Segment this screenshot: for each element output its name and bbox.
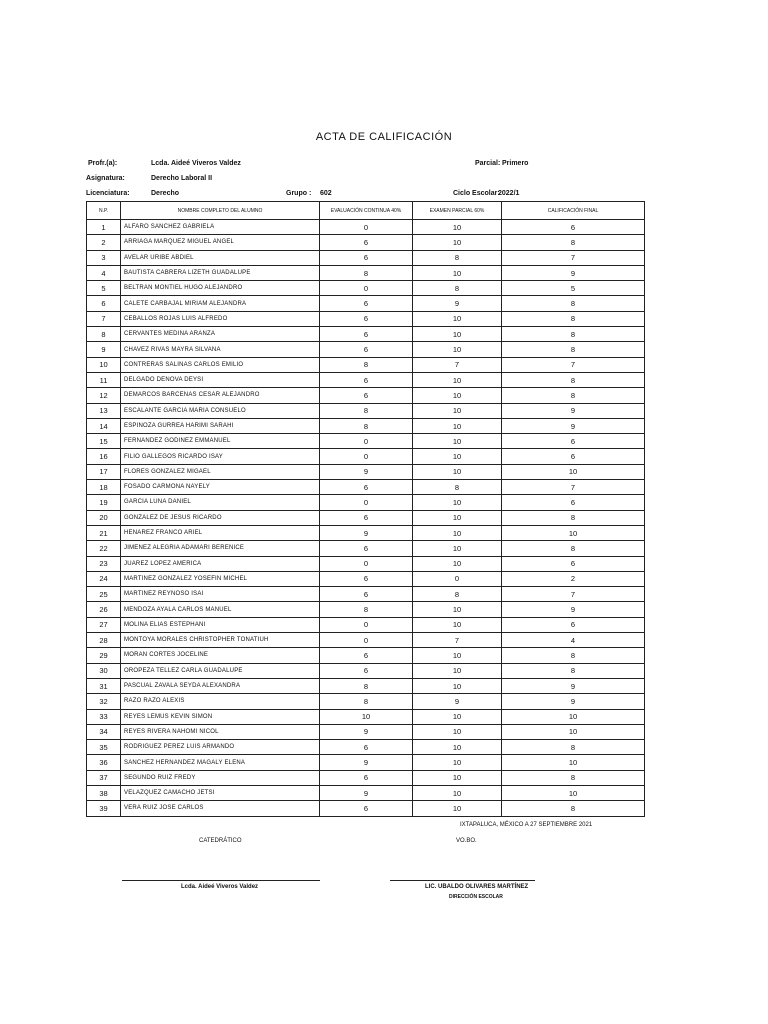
row-number: 15 bbox=[87, 434, 121, 449]
teacher-signature-name: Lcda. Aideé Viveros Valdez bbox=[181, 884, 259, 890]
row-number: 32 bbox=[87, 694, 121, 709]
partial-exam-score: 10 bbox=[413, 785, 502, 800]
student-name: AVELAR URIBE ABDIEL bbox=[121, 250, 320, 265]
row-number: 11 bbox=[87, 372, 121, 387]
partial-exam-score: 10 bbox=[413, 617, 502, 632]
ciclo-value: 2022/1 bbox=[498, 190, 520, 197]
table-row bbox=[87, 296, 645, 311]
final-grade: 8 bbox=[502, 663, 645, 678]
partial-exam-score: 10 bbox=[413, 541, 502, 556]
partial-exam-score: 10 bbox=[413, 678, 502, 693]
table-row bbox=[87, 801, 645, 816]
table-row bbox=[87, 694, 645, 709]
final-grade: 9 bbox=[502, 602, 645, 617]
table-row bbox=[87, 755, 645, 770]
row-number: 4 bbox=[87, 265, 121, 280]
final-grade: 2 bbox=[502, 571, 645, 586]
final-grade: 9 bbox=[502, 265, 645, 280]
row-number: 10 bbox=[87, 357, 121, 372]
table-row bbox=[87, 342, 645, 357]
continuous-eval-score: 6 bbox=[320, 740, 413, 755]
partial-exam-score: 10 bbox=[413, 740, 502, 755]
student-name: PASCUAL ZAVALA SEYDA ALEXANDRA bbox=[121, 678, 320, 693]
continuous-eval-score: 8 bbox=[320, 403, 413, 418]
student-name: CALETE CARBAJAL MIRIAM ALEJANDRA bbox=[121, 296, 320, 311]
continuous-eval-score: 8 bbox=[320, 678, 413, 693]
table-row bbox=[87, 633, 645, 648]
final-grade: 6 bbox=[502, 617, 645, 632]
continuous-eval-score: 6 bbox=[320, 296, 413, 311]
row-number: 38 bbox=[87, 785, 121, 800]
prof-label: Profr.(a): bbox=[88, 160, 118, 167]
row-number: 23 bbox=[87, 556, 121, 571]
final-grade: 8 bbox=[502, 372, 645, 387]
continuous-eval-score: 9 bbox=[320, 525, 413, 540]
student-name: MONTOYA MORALES CHRISTOPHER TONATIUH bbox=[121, 633, 320, 648]
final-grade: 7 bbox=[502, 480, 645, 495]
director-name: LIC. UBALDO OLIVARES MARTÍNEZ bbox=[425, 884, 529, 890]
table-row bbox=[87, 678, 645, 693]
continuous-eval-score: 0 bbox=[320, 281, 413, 296]
student-name: SANCHEZ HERNANDEZ MAGALY ELENA bbox=[121, 755, 320, 770]
continuous-eval-score: 0 bbox=[320, 617, 413, 632]
final-grade: 10 bbox=[502, 464, 645, 479]
student-name: DELGADO DENOVA DEYSI bbox=[121, 372, 320, 387]
row-number: 14 bbox=[87, 418, 121, 433]
partial-exam-score: 10 bbox=[413, 311, 502, 326]
document-title: ACTA DE CALIFICACIÓN bbox=[315, 131, 453, 143]
student-name: REYES LEMUS KEVIN SIMON bbox=[121, 709, 320, 724]
student-name: FLORES GONZALEZ MIGAEL bbox=[121, 464, 320, 479]
continuous-eval-score: 6 bbox=[320, 541, 413, 556]
student-name: MARTINEZ REYNOSO ISAI bbox=[121, 587, 320, 602]
table-row bbox=[87, 403, 645, 418]
continuous-eval-score: 0 bbox=[320, 434, 413, 449]
partial-exam-score: 8 bbox=[413, 587, 502, 602]
col-final-grade: CALIFICACIÓN FINAL bbox=[502, 202, 645, 220]
row-number: 36 bbox=[87, 755, 121, 770]
partial-exam-score: 10 bbox=[413, 464, 502, 479]
teacher-signature-line bbox=[122, 880, 320, 881]
partial-exam-score: 10 bbox=[413, 342, 502, 357]
row-number: 24 bbox=[87, 571, 121, 586]
final-grade: 8 bbox=[502, 311, 645, 326]
final-grade: 9 bbox=[502, 418, 645, 433]
student-name: GARCIA LUNA DANIEL bbox=[121, 495, 320, 510]
student-name: MORAN CORTES JOCELINE bbox=[121, 648, 320, 663]
partial-exam-score: 10 bbox=[413, 403, 502, 418]
student-name: JUAREZ LOPEZ AMERICA bbox=[121, 556, 320, 571]
student-name: VELAZQUEZ CAMACHO JETSI bbox=[121, 785, 320, 800]
final-grade: 8 bbox=[502, 770, 645, 785]
row-number: 35 bbox=[87, 740, 121, 755]
prof-value: Lcda. Aideé Viveros Valdez bbox=[151, 160, 241, 167]
table-row bbox=[87, 724, 645, 739]
row-number: 17 bbox=[87, 464, 121, 479]
ciclo-label: Ciclo Escolar: bbox=[453, 190, 500, 197]
student-name: FOSADO CARMONA NAYELY bbox=[121, 480, 320, 495]
table-row bbox=[87, 250, 645, 265]
table-header-row bbox=[87, 202, 645, 220]
continuous-eval-score: 8 bbox=[320, 602, 413, 617]
student-name: JIMENEZ ALEGRIA ADAMARI BERENICE bbox=[121, 541, 320, 556]
continuous-eval-score: 8 bbox=[320, 357, 413, 372]
table-row bbox=[87, 510, 645, 525]
row-number: 28 bbox=[87, 633, 121, 648]
row-number: 26 bbox=[87, 602, 121, 617]
continuous-eval-score: 6 bbox=[320, 372, 413, 387]
partial-exam-score: 10 bbox=[413, 709, 502, 724]
row-number: 8 bbox=[87, 327, 121, 342]
row-number: 19 bbox=[87, 495, 121, 510]
table-row bbox=[87, 220, 645, 235]
row-number: 2 bbox=[87, 235, 121, 250]
student-name: ALFARO SANCHEZ GABRIELA bbox=[121, 220, 320, 235]
student-name: VERA RUIZ JOSE CARLOS bbox=[121, 801, 320, 816]
partial-exam-score: 10 bbox=[413, 510, 502, 525]
student-name: CEBALLOS ROJAS LUIS ALFREDO bbox=[121, 311, 320, 326]
parcial-label: Parcial: bbox=[475, 160, 501, 167]
row-number: 25 bbox=[87, 587, 121, 602]
student-name: CHAVEZ RIVAS MAYRA SILVANA bbox=[121, 342, 320, 357]
continuous-eval-score: 6 bbox=[320, 235, 413, 250]
table-row bbox=[87, 464, 645, 479]
row-number: 27 bbox=[87, 617, 121, 632]
table-row bbox=[87, 418, 645, 433]
partial-exam-score: 8 bbox=[413, 480, 502, 495]
row-number: 20 bbox=[87, 510, 121, 525]
partial-exam-score: 7 bbox=[413, 357, 502, 372]
continuous-eval-score: 6 bbox=[320, 571, 413, 586]
table-row bbox=[87, 311, 645, 326]
row-number: 21 bbox=[87, 525, 121, 540]
partial-exam-score: 10 bbox=[413, 663, 502, 678]
licenciatura-label: Licenciatura: bbox=[86, 190, 130, 197]
partial-exam-score: 10 bbox=[413, 220, 502, 235]
row-number: 9 bbox=[87, 342, 121, 357]
final-grade: 8 bbox=[502, 342, 645, 357]
grupo-label: Grupo : bbox=[286, 190, 312, 197]
continuous-eval-score: 6 bbox=[320, 587, 413, 602]
student-name: HENAREZ FRANCO ARIEL bbox=[121, 525, 320, 540]
partial-exam-score: 0 bbox=[413, 571, 502, 586]
partial-exam-score: 10 bbox=[413, 265, 502, 280]
final-grade: 8 bbox=[502, 388, 645, 403]
partial-exam-score: 8 bbox=[413, 281, 502, 296]
final-grade: 6 bbox=[502, 449, 645, 464]
final-grade: 7 bbox=[502, 250, 645, 265]
table-row bbox=[87, 480, 645, 495]
partial-exam-score: 10 bbox=[413, 556, 502, 571]
continuous-eval-score: 6 bbox=[320, 770, 413, 785]
final-grade: 8 bbox=[502, 510, 645, 525]
licenciatura-value: Derecho bbox=[151, 190, 180, 197]
continuous-eval-score: 0 bbox=[320, 220, 413, 235]
final-grade: 10 bbox=[502, 709, 645, 724]
continuous-eval-score: 9 bbox=[320, 724, 413, 739]
continuous-eval-score: 6 bbox=[320, 663, 413, 678]
asignatura-value: Derecho Laboral II bbox=[151, 175, 213, 182]
table-row bbox=[87, 327, 645, 342]
row-number: 34 bbox=[87, 724, 121, 739]
student-name: ARRIAGA MARQUEZ MIGUEL ANGEL bbox=[121, 235, 320, 250]
continuous-eval-score: 8 bbox=[320, 694, 413, 709]
final-grade: 6 bbox=[502, 556, 645, 571]
row-number: 13 bbox=[87, 403, 121, 418]
final-grade: 7 bbox=[502, 587, 645, 602]
final-grade: 8 bbox=[502, 296, 645, 311]
table-row bbox=[87, 357, 645, 372]
row-number: 1 bbox=[87, 220, 121, 235]
table-row bbox=[87, 265, 645, 280]
row-number: 22 bbox=[87, 541, 121, 556]
final-grade: 9 bbox=[502, 403, 645, 418]
partial-exam-score: 10 bbox=[413, 602, 502, 617]
student-name: OROPEZA TELLEZ CARLA GUADALUPE bbox=[121, 663, 320, 678]
row-number: 5 bbox=[87, 281, 121, 296]
student-name: BELTRAN MONTIEL HUGO ALEJANDRO bbox=[121, 281, 320, 296]
continuous-eval-score: 8 bbox=[320, 418, 413, 433]
continuous-eval-score: 9 bbox=[320, 785, 413, 800]
continuous-eval-score: 9 bbox=[320, 464, 413, 479]
continuous-eval-score: 6 bbox=[320, 327, 413, 342]
row-number: 33 bbox=[87, 709, 121, 724]
student-name: CERVANTES MEDINA ARANZA bbox=[121, 327, 320, 342]
table-row bbox=[87, 235, 645, 250]
final-grade: 10 bbox=[502, 785, 645, 800]
table-row bbox=[87, 663, 645, 678]
table-row bbox=[87, 709, 645, 724]
partial-exam-score: 9 bbox=[413, 296, 502, 311]
row-number: 29 bbox=[87, 648, 121, 663]
continuous-eval-score: 10 bbox=[320, 709, 413, 724]
partial-exam-score: 10 bbox=[413, 648, 502, 663]
continuous-eval-score: 6 bbox=[320, 510, 413, 525]
continuous-eval-score: 9 bbox=[320, 755, 413, 770]
parcial-value: Primero bbox=[502, 160, 529, 167]
student-name: DEMARCOS BARCENAS CESAR ALEJANDRO bbox=[121, 388, 320, 403]
final-grade: 9 bbox=[502, 694, 645, 709]
final-grade: 6 bbox=[502, 220, 645, 235]
student-name: CONTRERAS SALINAS CARLOS EMILIO bbox=[121, 357, 320, 372]
vobo-label: VO.BO. bbox=[456, 838, 477, 844]
grades-table bbox=[86, 201, 645, 817]
student-name: FERNANDEZ GODINEZ EMMANUEL bbox=[121, 434, 320, 449]
table-row bbox=[87, 372, 645, 387]
final-grade: 10 bbox=[502, 525, 645, 540]
director-signature-line bbox=[390, 880, 535, 881]
partial-exam-score: 9 bbox=[413, 694, 502, 709]
student-name: RAZO RAZO ALEXIS bbox=[121, 694, 320, 709]
partial-exam-score: 10 bbox=[413, 724, 502, 739]
continuous-eval-score: 8 bbox=[320, 265, 413, 280]
final-grade: 6 bbox=[502, 495, 645, 510]
partial-exam-score: 10 bbox=[413, 770, 502, 785]
table-row bbox=[87, 556, 645, 571]
director-title: DIRECCIÓN ESCOLAR bbox=[449, 894, 503, 900]
continuous-eval-score: 0 bbox=[320, 556, 413, 571]
table-row bbox=[87, 587, 645, 602]
final-grade: 8 bbox=[502, 801, 645, 816]
student-name: BAUTISTA CABRERA LIZETH GUADALUPE bbox=[121, 265, 320, 280]
table-row bbox=[87, 434, 645, 449]
col-partial-exam: EXAMEN PARCIAL 60% bbox=[413, 202, 502, 220]
final-grade: 6 bbox=[502, 434, 645, 449]
student-name: REYES RIVERA NAHOMI NICOL bbox=[121, 724, 320, 739]
partial-exam-score: 10 bbox=[413, 525, 502, 540]
continuous-eval-score: 6 bbox=[320, 311, 413, 326]
student-name: MENDOZA AYALA CARLOS MANUEL bbox=[121, 602, 320, 617]
row-number: 39 bbox=[87, 801, 121, 816]
partial-exam-score: 10 bbox=[413, 327, 502, 342]
asignatura-label: Asignatura: bbox=[86, 175, 125, 182]
table-row bbox=[87, 525, 645, 540]
col-name: NOMBRE COMPLETO DEL ALUMNO bbox=[121, 202, 320, 220]
partial-exam-score: 10 bbox=[413, 372, 502, 387]
place-date: IXTAPALUCA, MÉXICO A 27 SEPTIEMBRE 2021 bbox=[460, 822, 593, 828]
student-name: MARTINEZ GONZALEZ YOSEFIN MICHEL bbox=[121, 571, 320, 586]
partial-exam-score: 8 bbox=[413, 250, 502, 265]
partial-exam-score: 10 bbox=[413, 755, 502, 770]
student-name: GONZALEZ DE JESUS RICARDO bbox=[121, 510, 320, 525]
row-number: 30 bbox=[87, 663, 121, 678]
continuous-eval-score: 6 bbox=[320, 388, 413, 403]
table-row bbox=[87, 495, 645, 510]
partial-exam-score: 10 bbox=[413, 388, 502, 403]
partial-exam-score: 10 bbox=[413, 235, 502, 250]
continuous-eval-score: 6 bbox=[320, 480, 413, 495]
col-continuous-eval: EVALUACIÓN CONTINUA 40% bbox=[320, 202, 413, 220]
final-grade: 8 bbox=[502, 648, 645, 663]
final-grade: 8 bbox=[502, 327, 645, 342]
partial-exam-score: 10 bbox=[413, 495, 502, 510]
table-row bbox=[87, 602, 645, 617]
student-name: FILIO GALLEGOS RICARDO ISAY bbox=[121, 449, 320, 464]
table-row bbox=[87, 541, 645, 556]
final-grade: 8 bbox=[502, 541, 645, 556]
partial-exam-score: 10 bbox=[413, 434, 502, 449]
table-row bbox=[87, 281, 645, 296]
final-grade: 4 bbox=[502, 633, 645, 648]
student-name: SEGUNDO RUIZ FREDY bbox=[121, 770, 320, 785]
grupo-value: 602 bbox=[320, 190, 332, 197]
final-grade: 8 bbox=[502, 740, 645, 755]
partial-exam-score: 10 bbox=[413, 801, 502, 816]
table-row bbox=[87, 785, 645, 800]
partial-exam-score: 7 bbox=[413, 633, 502, 648]
row-number: 7 bbox=[87, 311, 121, 326]
continuous-eval-score: 6 bbox=[320, 342, 413, 357]
row-number: 18 bbox=[87, 480, 121, 495]
table-row bbox=[87, 740, 645, 755]
final-grade: 9 bbox=[502, 678, 645, 693]
row-number: 6 bbox=[87, 296, 121, 311]
table-row bbox=[87, 617, 645, 632]
table-row bbox=[87, 449, 645, 464]
catedratico-label: CATEDRÁTICO bbox=[199, 838, 242, 844]
col-np: N.P. bbox=[87, 202, 121, 220]
row-number: 37 bbox=[87, 770, 121, 785]
student-name: ESCALANTE GARCIA MARIA CONSUELO bbox=[121, 403, 320, 418]
final-grade: 8 bbox=[502, 235, 645, 250]
table-row bbox=[87, 770, 645, 785]
row-number: 12 bbox=[87, 388, 121, 403]
final-grade: 10 bbox=[502, 755, 645, 770]
row-number: 31 bbox=[87, 678, 121, 693]
final-grade: 7 bbox=[502, 357, 645, 372]
table-row bbox=[87, 388, 645, 403]
continuous-eval-score: 6 bbox=[320, 801, 413, 816]
partial-exam-score: 10 bbox=[413, 449, 502, 464]
continuous-eval-score: 6 bbox=[320, 250, 413, 265]
row-number: 3 bbox=[87, 250, 121, 265]
continuous-eval-score: 0 bbox=[320, 633, 413, 648]
row-number: 16 bbox=[87, 449, 121, 464]
final-grade: 5 bbox=[502, 281, 645, 296]
final-grade: 10 bbox=[502, 724, 645, 739]
student-name: MOLINA ELIAS ESTEPHANI bbox=[121, 617, 320, 632]
student-name: ESPINOZA GURREA HARIMI SARAHI bbox=[121, 418, 320, 433]
continuous-eval-score: 0 bbox=[320, 495, 413, 510]
table-row bbox=[87, 648, 645, 663]
continuous-eval-score: 6 bbox=[320, 648, 413, 663]
partial-exam-score: 10 bbox=[413, 418, 502, 433]
table-row bbox=[87, 571, 645, 586]
continuous-eval-score: 0 bbox=[320, 449, 413, 464]
student-name: RODRIGUEZ PEREZ LUIS ARMANDO bbox=[121, 740, 320, 755]
